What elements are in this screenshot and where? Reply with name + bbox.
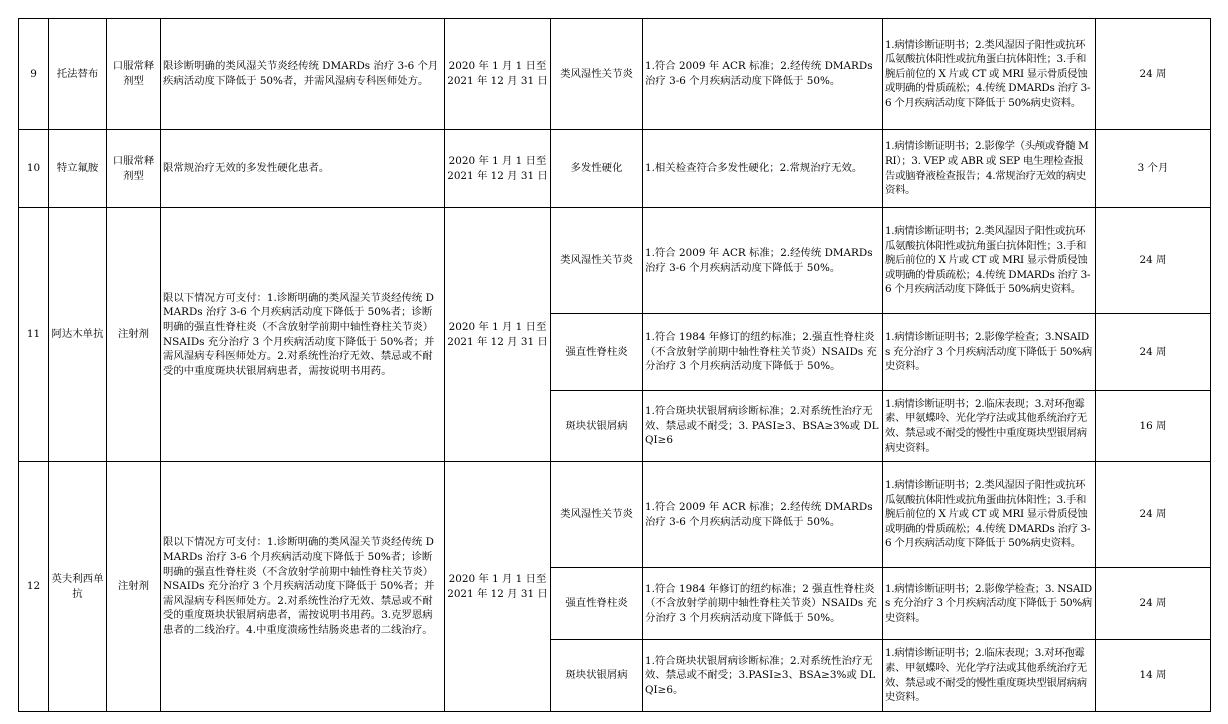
payment-restriction: 限常规治疗无效的多发性硬化患者。	[161, 130, 445, 208]
diagnosis-criteria: 1.符合 2009 年 ACR 标准；2.经传统 DMARDs 治疗 3-6 个月疾病活动度下降低于 50%。	[643, 208, 883, 314]
indication-disease: 类风湿性关节炎	[551, 19, 643, 130]
table-row	[19, 208, 1211, 314]
required-materials: 1.病情诊断证明书；2.影像学（头颅或脊髓 MRI）；3. VEP 或 ABR 或 SEP 电生理检查报告或脑脊液检查报告；4.常规治疗无效的病史资料。	[883, 130, 1096, 208]
validity-period: 2020 年 1 月 1 日至 2021 年 12 月 31 日	[445, 130, 551, 208]
dosage-form: 口服常释剂型	[107, 19, 161, 130]
payment-restriction: 限以下情况方可支付：1.诊断明确的类风湿关节炎经传统 DMARDs 治疗 3-6 个月疾病活动度下降低于 50%者；诊断明确的强直性脊柱炎（不含放射学前期中轴性脊柱关节炎）NSAIDs 充分治疗 3 个月疾病活动度下降低于 50%者；并需风湿病专科医师处方。2.对系统性治疗无效、禁忌或不耐受的中重度斑块状银屑病患者，需按说明书用药。	[161, 208, 445, 462]
treatment-duration: 24 周	[1096, 208, 1211, 314]
diagnosis-criteria: 1.相关检查符合多发性硬化；2.常规治疗无效。	[643, 130, 883, 208]
indication-disease: 强直性脊柱炎	[551, 314, 643, 391]
dosage-form: 注射剂	[107, 462, 161, 712]
treatment-duration: 24 周	[1096, 462, 1211, 568]
drug-name: 阿达木单抗	[49, 208, 107, 462]
drug-name: 英夫利西单抗	[49, 462, 107, 712]
treatment-duration: 24 周	[1096, 19, 1211, 130]
treatment-duration: 24 周	[1096, 314, 1211, 391]
drug-name: 托法替布	[49, 19, 107, 130]
validity-period: 2020 年 1 月 1 日至 2021 年 12 月 31 日	[445, 462, 551, 712]
indication-disease: 强直性脊柱炎	[551, 568, 643, 640]
diagnosis-criteria: 1.符合斑块状银屑病诊断标准；2.对系统性治疗无效、禁忌或不耐受；3.PASI≥3、BSA≥3%或 DLQI≥6。	[643, 640, 883, 712]
treatment-duration: 3 个月	[1096, 130, 1211, 208]
table-row	[19, 19, 1211, 130]
required-materials: 1.病情诊断证明书；2.临床表现；3.对环孢霉素、甲氨蝶呤、光化学疗法或其他系统治疗无效、禁忌或不耐受的慢性重度斑块型银屑病病史资料。	[883, 640, 1096, 712]
required-materials: 1.病情诊断证明书；2.临床表现；3.对环孢霉素、甲氨蝶呤、光化学疗法或其他系统治疗无效、禁忌或不耐受的慢性中重度斑块型银屑病病史资料。	[883, 391, 1096, 462]
validity-period: 2020 年 1 月 1 日至 2021 年 12 月 31 日	[445, 19, 551, 130]
required-materials: 1.病情诊断证明书；2.影像学检查；3.NSAIDs 充分治疗 3 个月疾病活动度下降低于 50%病史资料。	[883, 314, 1096, 391]
indication-disease: 斑块状银屑病	[551, 391, 643, 462]
row-number: 12	[19, 462, 49, 712]
drug-name: 特立氟胺	[49, 130, 107, 208]
treatment-duration: 24 周	[1096, 568, 1211, 640]
drug-policy-table	[18, 18, 1211, 712]
diagnosis-criteria: 1.符合斑块状银屑病诊断标准；2.对系统性治疗无效、禁忌或不耐受；3. PASI≥3、BSA≥3%或 DLQI≥6	[643, 391, 883, 462]
diagnosis-criteria: 1.符合 2009 年 ACR 标准；2.经传统 DMARDs 治疗 3-6 个月疾病活动度下降低于 50%。	[643, 462, 883, 568]
required-materials: 1.病情诊断证明书；2.类风湿因子阳性或抗环瓜氨酸抗体阳性或抗角蛋曲抗体阳性；3.手和腕后前位的 X 片或 CT 或 MRI 显示骨质侵蚀或明确的骨质疏松；4.传统 DMARDs 治疗 3-6 个月疾病活动度下降低于 50%病史资料。	[883, 462, 1096, 568]
row-number: 10	[19, 130, 49, 208]
dosage-form: 注射剂	[107, 208, 161, 462]
payment-restriction: 限诊断明确的类风湿关节炎经传统 DMARDs 治疗 3-6 个月疾病活动度下降低于 50%者，并需风湿病专科医师处方。	[161, 19, 445, 130]
required-materials: 1.病情诊断证明书；2.影像学检查；3. NSAIDs 充分治疗 3 个月疾病活动度下降低于 50%病史资料。	[883, 568, 1096, 640]
required-materials: 1.病情诊断证明书；2.类风湿因子阳性或抗环瓜氨酸抗体阳性或抗角蛋白抗体阳性；3.手和腕后前位的 X 片或 CT 或 MRI 显示骨质侵蚀或明确的骨质疏松；4.传统 DMARDs 治疗 3-6 个月疾病活动度下降低于 50%病史资料。	[883, 208, 1096, 314]
treatment-duration: 16 周	[1096, 391, 1211, 462]
diagnosis-criteria: 1.符合 2009 年 ACR 标准；2.经传统 DMARDs 治疗 3-6 个月疾病活动度下降低于 50%。	[643, 19, 883, 130]
indication-disease: 类风湿性关节炎	[551, 208, 643, 314]
payment-restriction: 限以下情况方可支付：1.诊断明确的类风湿关节炎经传统 DMARDs 治疗 3-6 个月疾病活动度下降低于 50%者；诊断明确的强直性脊柱炎（不含放射学前期中轴性脊柱关节炎）NSAIDs 充分治疗 3 个月疾病活动度下降低于 50%者；并需风湿病专科医师处方。2.对系统性治疗无效、禁忌或不耐受的重度斑块状银屑病患者，需按说明书用药。3.克罗恩病患者的二线治疗。4.中重度溃疡性结肠炎患者的二线治疗。	[161, 462, 445, 712]
required-materials: 1.病情诊断证明书；2.类风湿因子阳性或抗环瓜氨酸抗体阳性或抗角蛋白抗体阳性；3.手和腕后前位的 X 片或 CT 或 MRI 显示骨质侵蚀或明确的骨质疏松；4.传统 DMARDs 治疗 3-6 个月疾病活动度下降低于 50%病史资料。	[883, 19, 1096, 130]
indication-disease: 斑块状银屑病	[551, 640, 643, 712]
treatment-duration: 14 周	[1096, 640, 1211, 712]
dosage-form: 口服常释剂型	[107, 130, 161, 208]
table-row	[19, 462, 1211, 568]
row-number: 9	[19, 19, 49, 130]
table-row	[19, 130, 1211, 208]
diagnosis-criteria: 1.符合 1984 年修订的纽约标准；2.强直性脊柱炎（不含放射学前期中轴性脊柱关节炎）NSAIDs 充分治疗 3 个月疾病活动度下降低于 50%。	[643, 314, 883, 391]
validity-period: 2020 年 1 月 1 日至 2021 年 12 月 31 日	[445, 208, 551, 462]
indication-disease: 类风湿性关节炎	[551, 462, 643, 568]
indication-disease: 多发性硬化	[551, 130, 643, 208]
diagnosis-criteria: 1.符合 1984 年修订的纽约标准；2 强直性脊柱炎（不含放射学前期中轴性脊柱关节炎）NSAIDs 充分治疗 3 个月疾病活动度下降低于 50%。	[643, 568, 883, 640]
row-number: 11	[19, 208, 49, 462]
